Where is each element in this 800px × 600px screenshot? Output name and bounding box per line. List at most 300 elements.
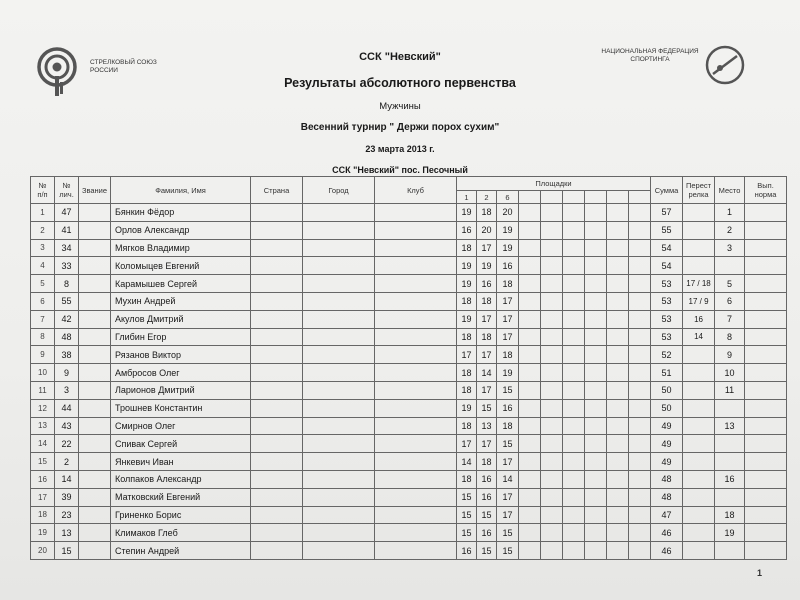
country-cell <box>251 364 303 382</box>
city-cell <box>303 470 375 488</box>
range-empty-cell <box>519 328 541 346</box>
table-row <box>31 524 787 542</box>
place-cell: 16 <box>715 470 745 488</box>
range-empty-cell <box>585 310 607 328</box>
col-range-empty <box>563 191 585 204</box>
range-empty-cell <box>629 417 651 435</box>
col-country: Страна <box>251 177 303 204</box>
club-cell <box>375 257 457 275</box>
country-cell <box>251 275 303 293</box>
norm-cell <box>745 257 787 275</box>
range-empty-cell <box>629 239 651 257</box>
range-empty-cell <box>519 488 541 506</box>
country-cell <box>251 328 303 346</box>
range-empty-cell <box>607 328 629 346</box>
table-row <box>31 506 787 524</box>
results-table <box>30 176 787 560</box>
table-row <box>31 364 787 382</box>
range-2-score: 19 <box>477 257 497 275</box>
shootoff-score <box>683 346 715 364</box>
range-empty-cell <box>607 470 629 488</box>
place-cell <box>715 488 745 506</box>
club-cell <box>375 221 457 239</box>
athlete-name: Матковский Евгений <box>111 488 251 506</box>
range-empty-cell <box>563 328 585 346</box>
total-score: 53 <box>651 310 683 328</box>
range-empty-cell <box>519 399 541 417</box>
city-cell <box>303 453 375 471</box>
city-cell <box>303 524 375 542</box>
club-cell <box>375 399 457 417</box>
range-empty-cell <box>607 453 629 471</box>
shootoff-score: 17 / 18 <box>683 275 715 293</box>
range-2-score: 17 <box>477 435 497 453</box>
range-empty-cell <box>607 257 629 275</box>
range-empty-cell <box>519 381 541 399</box>
athlete-name: Рязанов Виктор <box>111 346 251 364</box>
rank-cell <box>79 506 111 524</box>
col-norm-line-2: норма <box>754 190 777 199</box>
place-cell: 6 <box>715 292 745 310</box>
range-empty-cell <box>519 346 541 364</box>
norm-cell <box>745 364 787 382</box>
row-number: 18 <box>31 506 55 524</box>
country-cell <box>251 453 303 471</box>
shootoff-score <box>683 239 715 257</box>
range-empty-cell <box>563 435 585 453</box>
org-right-name <box>594 48 706 64</box>
range-empty-cell <box>541 417 563 435</box>
table-row <box>31 239 787 257</box>
range-6-score: 19 <box>497 239 519 257</box>
place-cell: 3 <box>715 239 745 257</box>
rank-cell <box>79 524 111 542</box>
city-cell <box>303 346 375 364</box>
country-cell <box>251 506 303 524</box>
athlete-name: Спивак Сергей <box>111 435 251 453</box>
range-empty-cell <box>607 310 629 328</box>
range-empty-cell <box>629 470 651 488</box>
range-2-score: 18 <box>477 204 497 222</box>
range-empty-cell <box>563 346 585 364</box>
club-cell <box>375 524 457 542</box>
range-empty-cell <box>585 542 607 560</box>
range-6-score: 15 <box>497 542 519 560</box>
range-6-score: 20 <box>497 204 519 222</box>
range-empty-cell <box>541 488 563 506</box>
place-cell: 2 <box>715 221 745 239</box>
norm-cell <box>745 346 787 364</box>
country-cell <box>251 257 303 275</box>
range-6-score: 17 <box>497 328 519 346</box>
norm-cell <box>745 524 787 542</box>
col-club: Клуб <box>375 177 457 204</box>
range-6-score: 17 <box>497 453 519 471</box>
rank-cell <box>79 310 111 328</box>
range-empty-cell <box>541 542 563 560</box>
range-empty-cell <box>563 399 585 417</box>
range-empty-cell <box>629 381 651 399</box>
range-1-score: 17 <box>457 346 477 364</box>
range-empty-cell <box>563 204 585 222</box>
range-2-score: 20 <box>477 221 497 239</box>
license-number: 43 <box>55 417 79 435</box>
city-cell <box>303 488 375 506</box>
range-1-score: 15 <box>457 524 477 542</box>
shootoff-score <box>683 399 715 417</box>
range-empty-cell <box>541 257 563 275</box>
range-empty-cell <box>541 221 563 239</box>
range-1-score: 18 <box>457 364 477 382</box>
city-cell <box>303 417 375 435</box>
col-range-empty <box>585 191 607 204</box>
athlete-name: Ларионов Дмитрий <box>111 381 251 399</box>
row-number: 2 <box>31 221 55 239</box>
place-cell <box>715 435 745 453</box>
rank-cell <box>79 381 111 399</box>
city-cell <box>303 506 375 524</box>
range-empty-cell <box>585 328 607 346</box>
range-1-score: 18 <box>457 239 477 257</box>
place-cell: 7 <box>715 310 745 328</box>
license-number: 23 <box>55 506 79 524</box>
range-empty-cell <box>629 328 651 346</box>
event-date: 23 марта 2013 г. <box>365 144 435 154</box>
range-6-score: 19 <box>497 221 519 239</box>
range-empty-cell <box>585 364 607 382</box>
athlete-name: Гриненко Борис <box>111 506 251 524</box>
range-empty-cell <box>563 470 585 488</box>
col-shootoff-line-1: Перест <box>685 181 712 190</box>
range-empty-cell <box>607 435 629 453</box>
range-empty-cell <box>629 275 651 293</box>
range-empty-cell <box>607 239 629 257</box>
range-empty-cell <box>563 488 585 506</box>
place-cell: 1 <box>715 204 745 222</box>
range-empty-cell <box>585 470 607 488</box>
range-empty-cell <box>629 257 651 275</box>
range-1-score: 19 <box>457 275 477 293</box>
city-cell <box>303 275 375 293</box>
col-num <box>31 177 55 204</box>
range-empty-cell <box>563 221 585 239</box>
norm-cell <box>745 328 787 346</box>
table-row <box>31 204 787 222</box>
range-empty-cell <box>563 542 585 560</box>
athlete-name: Амбросов Олег <box>111 364 251 382</box>
org-right-line-1: НАЦИОНАЛЬНАЯ ФЕДЕРАЦИЯ <box>601 48 699 55</box>
license-number: 48 <box>55 328 79 346</box>
range-empty-cell <box>607 488 629 506</box>
range-empty-cell <box>585 381 607 399</box>
rank-cell <box>79 328 111 346</box>
city-cell <box>303 239 375 257</box>
range-1-score: 16 <box>457 542 477 560</box>
country-cell <box>251 346 303 364</box>
shootoff-score <box>683 364 715 382</box>
norm-cell <box>745 417 787 435</box>
row-number: 19 <box>31 524 55 542</box>
range-6-score: 15 <box>497 524 519 542</box>
norm-cell <box>745 221 787 239</box>
country-cell <box>251 488 303 506</box>
total-score: 49 <box>651 435 683 453</box>
range-empty-cell <box>563 524 585 542</box>
rank-cell <box>79 257 111 275</box>
range-empty-cell <box>629 204 651 222</box>
license-number: 9 <box>55 364 79 382</box>
page-number: 1 <box>757 568 763 578</box>
range-empty-cell <box>519 435 541 453</box>
country-cell <box>251 310 303 328</box>
club-cell <box>375 417 457 435</box>
license-number: 33 <box>55 257 79 275</box>
range-empty-cell <box>519 470 541 488</box>
col-range-empty <box>629 191 651 204</box>
range-empty-cell <box>541 435 563 453</box>
athlete-name: Климаков Глеб <box>111 524 251 542</box>
table-row <box>31 275 787 293</box>
total-score: 48 <box>651 470 683 488</box>
place-cell: 9 <box>715 346 745 364</box>
range-empty-cell <box>629 542 651 560</box>
total-score: 46 <box>651 524 683 542</box>
range-empty-cell <box>541 453 563 471</box>
row-number: 17 <box>31 488 55 506</box>
shootoff-score: 17 / 9 <box>683 292 715 310</box>
country-cell <box>251 524 303 542</box>
range-6-score: 17 <box>497 506 519 524</box>
range-empty-cell <box>541 328 563 346</box>
athlete-name: Трошнев Константин <box>111 399 251 417</box>
range-empty-cell <box>519 542 541 560</box>
range-2-score: 18 <box>477 453 497 471</box>
norm-cell <box>745 506 787 524</box>
shootoff-score: 16 <box>683 310 715 328</box>
rank-cell <box>79 204 111 222</box>
club-cell <box>375 239 457 257</box>
range-1-score: 19 <box>457 310 477 328</box>
total-score: 54 <box>651 257 683 275</box>
total-score: 57 <box>651 204 683 222</box>
athlete-name: Акулов Дмитрий <box>111 310 251 328</box>
org-left-line-2: РОССИИ <box>90 67 118 74</box>
license-number: 3 <box>55 381 79 399</box>
rank-cell <box>79 221 111 239</box>
shootoff-score <box>683 221 715 239</box>
col-norm <box>745 177 787 204</box>
city-cell <box>303 542 375 560</box>
athlete-name: Колпаков Александр <box>111 470 251 488</box>
city-cell <box>303 435 375 453</box>
range-empty-cell <box>563 364 585 382</box>
norm-cell <box>745 453 787 471</box>
col-num-line-2: п/п <box>37 190 48 199</box>
athlete-name: Бянкин Фёдор <box>111 204 251 222</box>
rank-cell <box>79 239 111 257</box>
range-empty-cell <box>585 346 607 364</box>
range-empty-cell <box>563 310 585 328</box>
range-6-score: 14 <box>497 470 519 488</box>
range-empty-cell <box>519 310 541 328</box>
total-score: 47 <box>651 506 683 524</box>
range-empty-cell <box>629 488 651 506</box>
place-cell <box>715 257 745 275</box>
col-range-empty <box>519 191 541 204</box>
range-empty-cell <box>585 257 607 275</box>
table-body <box>31 204 787 560</box>
place-cell: 13 <box>715 417 745 435</box>
range-empty-cell <box>607 524 629 542</box>
range-1-score: 18 <box>457 292 477 310</box>
total-score: 55 <box>651 221 683 239</box>
range-empty-cell <box>519 524 541 542</box>
range-empty-cell <box>519 292 541 310</box>
shootoff-score <box>683 257 715 275</box>
col-shootoff-line-2: релка <box>688 190 709 199</box>
license-number: 22 <box>55 435 79 453</box>
venue: ССК "Невский" пос. Песочный <box>332 165 468 175</box>
shootoff-score <box>683 506 715 524</box>
license-number: 42 <box>55 310 79 328</box>
total-score: 50 <box>651 381 683 399</box>
col-range-1: 1 <box>457 191 477 204</box>
col-rank: Звание <box>79 177 111 204</box>
range-empty-cell <box>541 364 563 382</box>
athlete-name: Мухин Андрей <box>111 292 251 310</box>
range-empty-cell <box>585 435 607 453</box>
place-cell <box>715 399 745 417</box>
city-cell <box>303 364 375 382</box>
range-empty-cell <box>519 239 541 257</box>
city-cell <box>303 204 375 222</box>
range-2-score: 16 <box>477 524 497 542</box>
range-empty-cell <box>629 453 651 471</box>
range-empty-cell <box>563 506 585 524</box>
norm-cell <box>745 488 787 506</box>
range-empty-cell <box>563 417 585 435</box>
range-2-score: 13 <box>477 417 497 435</box>
row-number: 14 <box>31 435 55 453</box>
range-empty-cell <box>541 239 563 257</box>
total-score: 54 <box>651 239 683 257</box>
rank-cell <box>79 470 111 488</box>
athlete-name: Глибин Егор <box>111 328 251 346</box>
row-number: 1 <box>31 204 55 222</box>
range-empty-cell <box>629 310 651 328</box>
range-empty-cell <box>607 506 629 524</box>
total-score: 46 <box>651 542 683 560</box>
table-row <box>31 488 787 506</box>
range-empty-cell <box>541 506 563 524</box>
range-2-score: 17 <box>477 310 497 328</box>
shootoff-score <box>683 524 715 542</box>
range-empty-cell <box>541 381 563 399</box>
city-cell <box>303 328 375 346</box>
range-6-score: 15 <box>497 381 519 399</box>
table-row <box>31 381 787 399</box>
rank-cell <box>79 399 111 417</box>
page-title: Результаты абсолютного первенства <box>284 76 516 90</box>
range-1-score: 19 <box>457 204 477 222</box>
range-empty-cell <box>585 453 607 471</box>
table-row <box>31 328 787 346</box>
col-lic-line-2: лич. <box>59 190 74 199</box>
club-cell <box>375 435 457 453</box>
club-cell <box>375 310 457 328</box>
table-row <box>31 221 787 239</box>
city-cell <box>303 292 375 310</box>
range-empty-cell <box>629 524 651 542</box>
table-row <box>31 417 787 435</box>
rank-cell <box>79 346 111 364</box>
country-cell <box>251 221 303 239</box>
row-number: 4 <box>31 257 55 275</box>
row-number: 7 <box>31 310 55 328</box>
place-cell: 11 <box>715 381 745 399</box>
col-shootoff <box>683 177 715 204</box>
total-score: 53 <box>651 292 683 310</box>
table-row <box>31 292 787 310</box>
range-2-score: 17 <box>477 381 497 399</box>
range-6-score: 15 <box>497 435 519 453</box>
table-row <box>31 310 787 328</box>
rank-cell <box>79 364 111 382</box>
range-empty-cell <box>519 221 541 239</box>
row-number: 10 <box>31 364 55 382</box>
country-cell <box>251 381 303 399</box>
club-cell <box>375 470 457 488</box>
athlete-name: Янкевич Иван <box>111 453 251 471</box>
range-empty-cell <box>541 292 563 310</box>
place-cell: 18 <box>715 506 745 524</box>
row-number: 20 <box>31 542 55 560</box>
norm-cell <box>745 542 787 560</box>
country-cell <box>251 204 303 222</box>
shooting-union-logo-icon <box>36 46 78 98</box>
total-score: 49 <box>651 453 683 471</box>
license-number: 39 <box>55 488 79 506</box>
total-score: 51 <box>651 364 683 382</box>
row-number: 3 <box>31 239 55 257</box>
range-empty-cell <box>585 275 607 293</box>
range-empty-cell <box>629 346 651 364</box>
place-cell: 5 <box>715 275 745 293</box>
range-1-score: 16 <box>457 221 477 239</box>
range-1-score: 14 <box>457 453 477 471</box>
norm-cell <box>745 310 787 328</box>
category: Мужчины <box>379 101 421 112</box>
range-1-score: 18 <box>457 417 477 435</box>
total-score: 48 <box>651 488 683 506</box>
norm-cell <box>745 239 787 257</box>
range-empty-cell <box>563 275 585 293</box>
range-2-score: 17 <box>477 346 497 364</box>
range-1-score: 15 <box>457 488 477 506</box>
row-number: 6 <box>31 292 55 310</box>
range-empty-cell <box>519 204 541 222</box>
country-cell <box>251 542 303 560</box>
club-cell <box>375 204 457 222</box>
club-cell <box>375 542 457 560</box>
range-empty-cell <box>629 221 651 239</box>
range-empty-cell <box>519 275 541 293</box>
club-title: ССК "Невский" <box>359 51 441 63</box>
range-2-score: 15 <box>477 542 497 560</box>
range-2-score: 16 <box>477 275 497 293</box>
range-1-score: 15 <box>457 506 477 524</box>
row-number: 11 <box>31 381 55 399</box>
